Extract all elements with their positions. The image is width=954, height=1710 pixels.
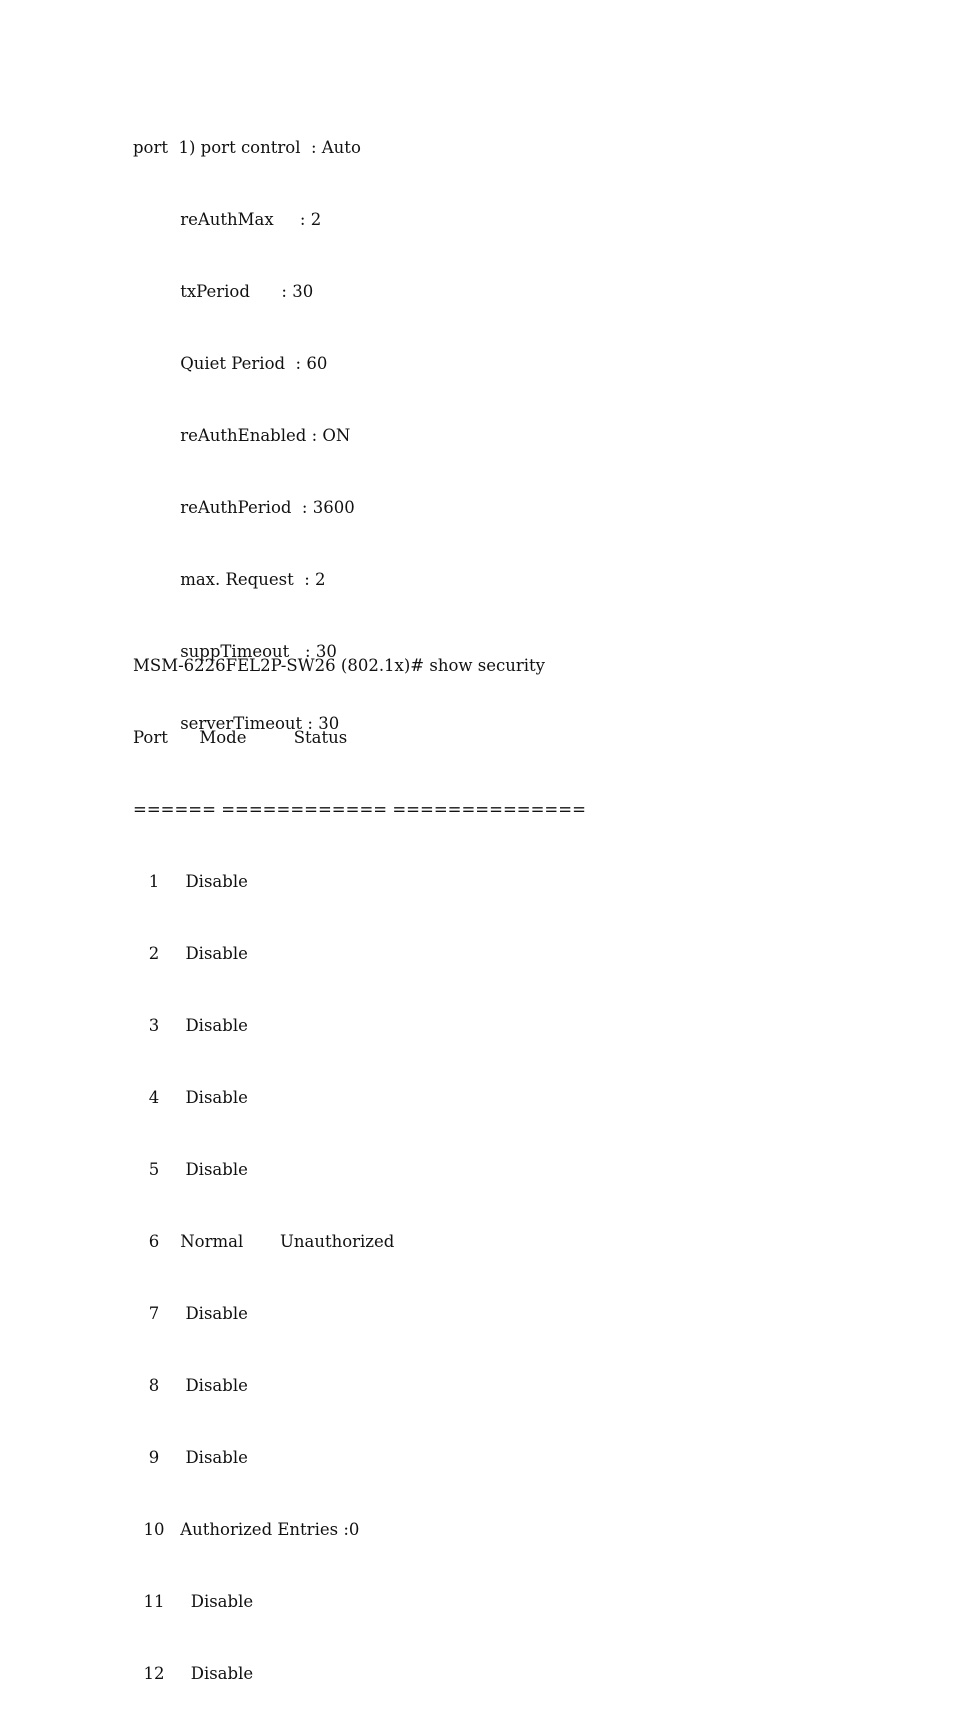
config-line-txperiod: txPeriod : 30 [133,282,314,301]
config-line-reauthmax: reAuthMax : 2 [133,210,322,229]
table-row: 8 Disable [133,1376,248,1395]
table-row: 10 Authorized Entries :0 [133,1520,360,1539]
config-line-servertimeout: serverTimeout : 30 [133,714,340,733]
config-line-quiet-period: Quiet Period : 60 [133,354,328,373]
table-row: 12 Disable [133,1664,254,1683]
table-separator: ====== ============ ============== [133,800,586,819]
table-row: 6 Normal Unauthorized [133,1232,395,1251]
config-line-reauthenabled: reAuthEnabled : ON [133,426,351,445]
table-row: 4 Disable [133,1088,248,1107]
table-row: 2 Disable [133,944,248,963]
table-row: 1 Disable [133,872,248,891]
table-row: 3 Disable [133,1016,248,1035]
show-security-output [133,606,586,1710]
config-line-supptimeout: suppTimeout : 30 [133,642,337,661]
config-line-reauthperiod: reAuthPeriod : 3600 [133,498,355,517]
table-row: 7 Disable [133,1304,248,1323]
table-row: 9 Disable [133,1448,248,1467]
config-line-port-control: port 1) port control : Auto [133,138,361,157]
table-header: Port Mode Status [133,728,348,747]
table-row: 11 Disable [133,1592,254,1611]
command-prompt-line: MSM-6226FEL2P-SW26 (802.1x)# show security [133,656,545,675]
table-row: 5 Disable [133,1160,248,1179]
config-line-max-request: max. Request : 2 [133,570,326,589]
